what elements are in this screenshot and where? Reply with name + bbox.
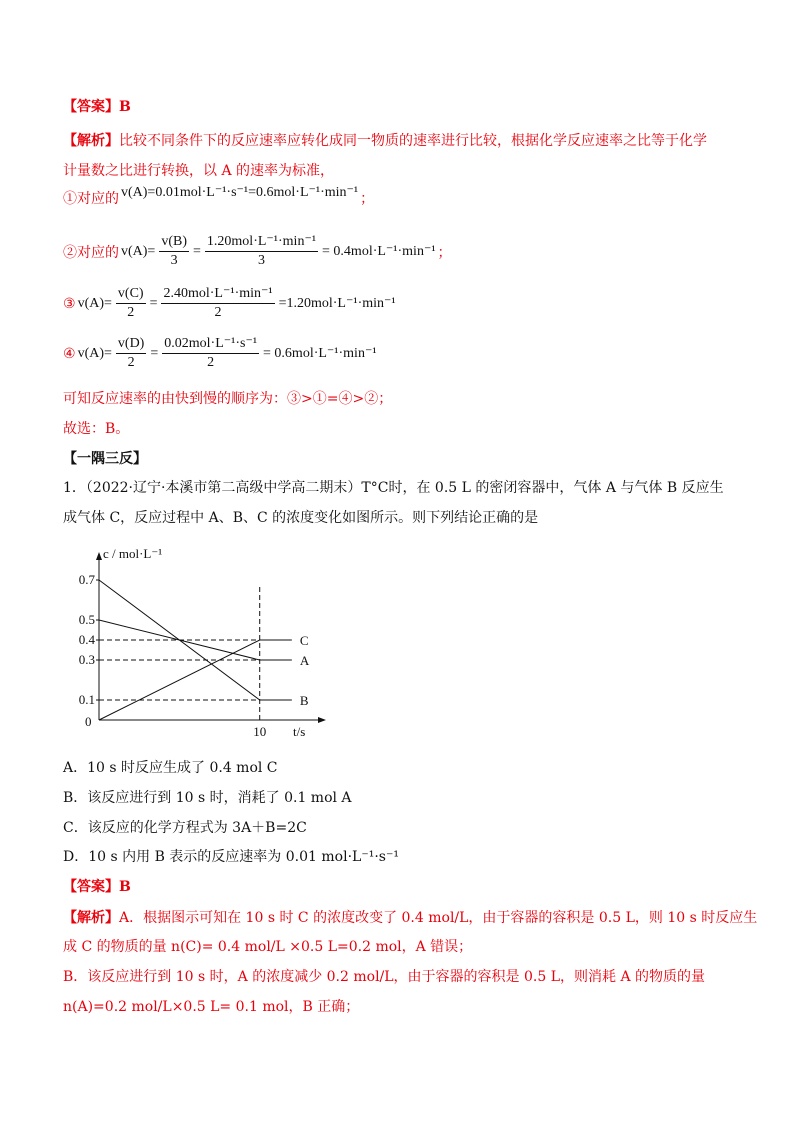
analysis2-line-3: B．该反应进行到 10 s 时，A 的浓度减少 0.2 mol/L，由于容器的容积是 0.5 L，则消耗 A 的物质的量 [63,969,706,985]
chart-series-label-c: C [299,633,309,648]
answer-line-2 [63,876,131,896]
item2-frac1-num: v(B) [159,234,189,252]
option-c: C．该反应的化学方程式为 3A＋B=2C [63,820,307,836]
item4-rhs: = 0.6mol·L⁻¹·min⁻¹ [263,346,377,361]
chart-series-label-b: B [299,693,309,708]
analysis-item-4: ④ v(A)= $\frac{v(D)}{2}$ = $\frac{\text{0.02mol·L⁻¹·s⁻¹}}{2}$ = 0.6mol·L⁻¹·min⁻¹ [63,336,377,370]
item2-rhs: = 0.4mol·L⁻¹·min⁻¹ [322,244,436,259]
item4-prefix: ④ [63,345,76,362]
item2-lhs: v(A)= [121,243,156,259]
item4-fraction-2 [162,336,259,371]
analysis-item-3: ③ v(A)= $\frac{v(C)}{2}$ = $\frac{\text{2.40mol·L⁻¹·min⁻¹}}{2}$ =1.20mol·L⁻¹·min⁻¹ [63,286,396,320]
analysis-line-2: 计量数之比进行转换，以 A 的速率为标准， [63,163,335,179]
chart-y-axis-arrow [96,552,102,560]
item4-lhs: v(A)= [77,345,112,361]
chart-y-tick-label: 0.1 [78,692,95,707]
analysis-item-2: ②对应的 v(A)= $\frac{v(B)}{3}$ = $\frac{\text{1.20mol·L⁻¹·min⁻¹}}{3}$ = 0.4mol·L⁻¹·min⁻¹ ； [63,234,452,268]
item4-frac2-den: 2 [207,355,215,370]
analysis2-line-1 [63,907,757,927]
analysis-item-1 [63,184,375,208]
item2-prefix: ②对应的 [63,244,119,261]
item2-frac2-den: 3 [257,253,265,268]
chart-origin-label: 0 [85,714,92,729]
item4-fraction-1 [116,336,146,371]
question-line-2: 成气体 C，反应过程中 A、B、C 的浓度变化如图所示。则下列结论正确的是 [63,510,539,526]
option-b: B．该反应进行到 10 s 时，消耗了 0.1 mol A [63,790,352,806]
item4-frac1-den: 2 [127,355,135,370]
option-a: A．10 s 时反应生成了 0.4 mol C [63,760,278,776]
analysis2-text: A．根据图示可知在 10 s 时 C 的浓度改变了 0.4 mol/L，由于容器的容积是 0.5 L，则 10 s 时反应生 [119,910,758,926]
item2-frac2-num: 1.20mol·L⁻¹·min⁻¹ [205,234,318,252]
chart-y-tick-label: 0.3 [78,652,95,667]
item3-prefix: ③ [63,295,76,312]
item3-rhs: =1.20mol·L⁻¹·min⁻¹ [278,296,396,311]
chart-ylabel: c / mol·L⁻¹ [103,546,163,561]
analysis-choice: 故选：B。 [63,421,130,437]
chart-x-axis-arrow [318,717,326,723]
chart-y-tick-label: 0.5 [78,612,95,627]
analysis2-tag: 【解析】 [63,910,119,926]
item1-prefix: ①对应的 [63,191,119,207]
analysis-line-1 [63,130,707,150]
analysis-tag: 【解析】 [63,133,119,149]
item3-fraction-2 [161,286,274,321]
item2-suffix: ； [437,244,452,261]
item3-fraction-1 [116,286,146,321]
analysis2-line-2: 成 C 的物质的量 n(C)= 0.4 mol/L ×0.5 L=0.2 mol，A 错误； [63,939,473,955]
item4-frac2-num: 0.02mol·L⁻¹·s⁻¹ [162,336,259,354]
item2-frac1-den: 3 [170,253,178,268]
item2-fraction-1 [159,234,189,269]
item1-suffix: ； [360,191,375,207]
analysis2-line-4: n(A)=0.2 mol/L×0.5 L= 0.1 mol，B 正确； [63,999,360,1015]
item3-frac2-num: 2.40mol·L⁻¹·min⁻¹ [161,286,274,304]
option-d: D．10 s 内用 B 表示的反应速率为 0.01 mol·L⁻¹·s⁻¹ [63,849,399,865]
chart-series-label-a: A [299,653,310,668]
item3-frac2-den: 2 [214,305,222,320]
answer-line [63,96,131,116]
item3-frac1-num: v(C) [116,286,146,304]
concentration-chart [63,540,363,750]
item3-lhs: v(A)= [77,295,112,311]
chart-y-tick-label: 0.4 [78,632,95,647]
answer2-value: B [119,879,131,895]
answer2-tag: 【答案】 [63,879,119,895]
question-line-1: 1．（2022·辽宁·本溪市第二高级中学高二期末）T°C时，在 0.5 L 的密闭容器中，气体 A 与气体 B 反应生 [63,480,724,496]
item1-expression: v(A)=0.01mol·L⁻¹·s⁻¹=0.6mol·L⁻¹·min⁻¹ [121,184,359,200]
chart-xlabel: t/s [293,724,306,739]
analysis-order: 可知反应速率的由快到慢的顺序为：③>①=④>②； [63,391,393,407]
chart-y-tick-label: 0.7 [78,572,95,587]
item3-frac1-den: 2 [127,305,135,320]
item2-fraction-2 [205,234,318,269]
chart-x-tick-label: 10 [253,724,267,739]
answer-tag: 【答案】 [63,99,119,115]
item4-frac1-num: v(D) [116,336,146,354]
section-title: 【一隅三反】 [63,451,147,467]
analysis-text: 比较不同条件下的反应速率应转化成同一物质的速率进行比较，根据化学反应速率之比等于化学 [119,133,707,149]
answer-value: B [119,99,131,115]
